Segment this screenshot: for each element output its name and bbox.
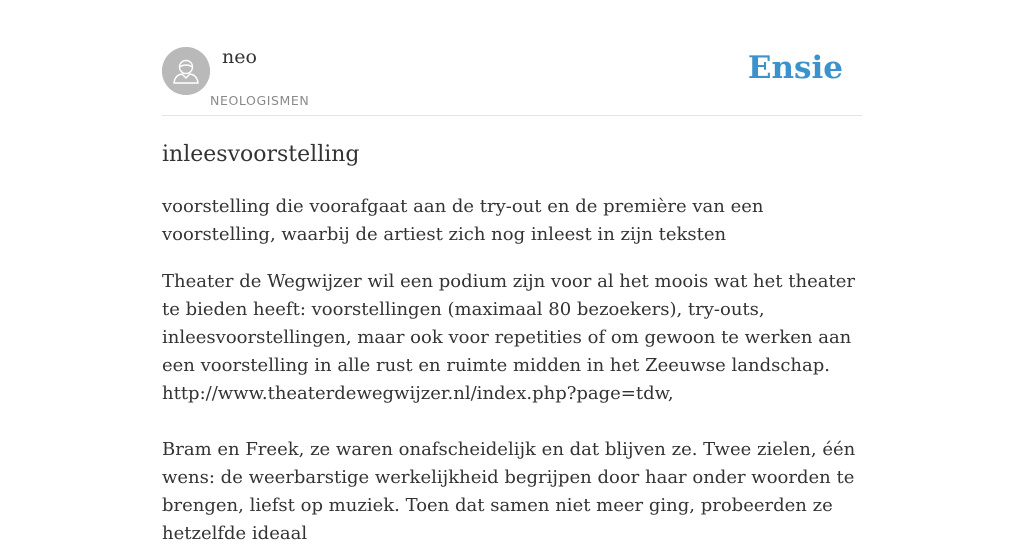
entry-container (162, 0, 862, 548)
example-paragraph-1: Theater de Wegwijzer wil een podium zijn voor al het moois wat het theater te bieden heeft: voorstellingen (maximaal 80 bezoekers), try-outs, inleesvoorstellingen, maar ook voor repetities of om gewoon te werken aan een voorstelling in alle rust en ruimte midden in het Zeeuwse landschap. http://www.theaterdewegwijzer.nl/index.php?page=tdw, (162, 271, 855, 404)
author-name-link[interactable]: neo (222, 46, 257, 68)
brand-logo-link[interactable]: Ensie (747, 50, 843, 86)
example-paragraph-2: Bram en Freek, ze waren onafscheidelijk en dat blijven ze. Twee zielen, één wens: de weerbarstige werkelijkheid begrijpen door haar onder woorden te brengen, liefst op muziek. Toen dat samen niet meer ging, probeerden ze hetzelfde ideaal (162, 439, 856, 544)
category-link[interactable]: NEOLOGISMEN (210, 93, 310, 108)
entry-header (162, 0, 862, 116)
user-avatar-icon[interactable] (162, 47, 210, 95)
entry-title: inleesvoorstelling (162, 142, 360, 167)
entry-example (162, 268, 862, 548)
paragraph-gap (162, 408, 862, 436)
entry-definition: voorstelling die voorafgaat aan de try-out en de première van een voorstelling, waarbij de artiest zich nog inleest in zijn teksten (162, 196, 764, 245)
